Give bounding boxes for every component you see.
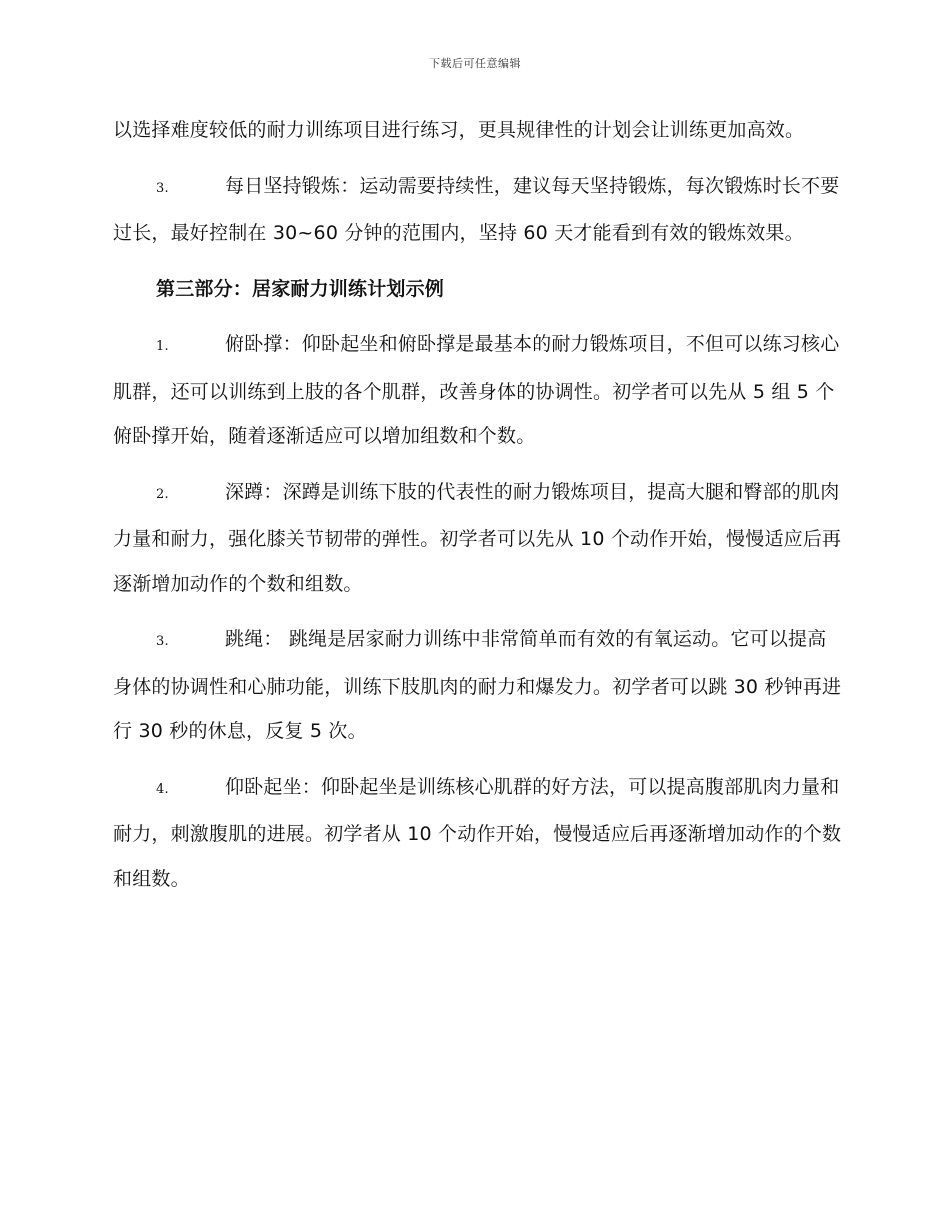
list-item-text: 跳绳： 跳绳是居家耐力训练中非常简单而有效的有氧运动。它可以提高身体的协调性和心肺功能，训练下肢肌肉的耐力和爆发力。初学者可以跳 30 秒钟再进行 30 秒的休息，反复 5 次。 [113, 628, 842, 742]
list-item-pushups [113, 322, 843, 459]
list-item-text: 俯卧撑：仰卧起坐和俯卧撑是最基本的耐力锻炼项目，不但可以练习核心肌群，还可以训练到上肢的各个肌群，改善身体的协调性。初学者可以先从 5 组 5 个俯卧撑开始，随着逐渐适应可以增加组数和个数。 [113, 333, 840, 447]
page-header-note: 下载后可任意编辑 [429, 57, 521, 70]
list-item-situps [113, 765, 843, 902]
list-item-text: 深蹲：深蹲是训练下肢的代表性的耐力锻炼项目，提高大腿和臀部的肌肉力量和耐力，强化膝关节韧带的弹性。初学者可以先从 10 个动作开始，慢慢适应后再逐渐增加动作的个数和组数。 [113, 480, 842, 595]
section-heading: 第三部分：居家耐力训练计划示例 [156, 277, 445, 300]
list-item-number: 1. [156, 339, 169, 354]
list-item-daily-exercise [113, 164, 843, 256]
list-item-number: 3. [156, 180, 169, 196]
list-item-text: 每日坚持锻炼：运动需要持续性，建议每天坚持锻炼，每次锻炼时长不要过长，最好控制在 30~60 分钟的范围内，坚持 60 天才能看到有效的锻炼效果。 [113, 174, 840, 244]
list-item-jump-rope [113, 617, 843, 754]
intro-paragraph: 以选择难度较低的耐力训练项目进行练习，更具规律性的计划会让训练更加高效。 [113, 119, 805, 141]
list-item-text: 仰卧起坐：仰卧起坐是训练核心肌群的好方法，可以提高腹部肌肉力量和耐力，刺激腹肌的进展。初学者从 10 个动作开始，慢慢适应后再逐渐增加动作的个数和组数。 [113, 775, 842, 890]
list-item-number: 4. [156, 781, 169, 797]
list-item-number: 3. [156, 634, 169, 649]
list-item-number: 2. [156, 486, 169, 502]
list-item-squats [113, 470, 843, 607]
document-body [113, 108, 843, 912]
